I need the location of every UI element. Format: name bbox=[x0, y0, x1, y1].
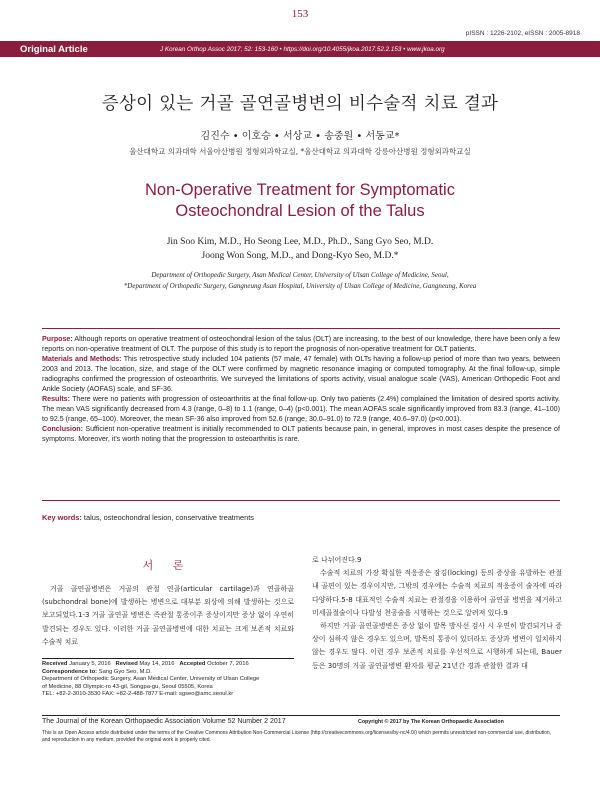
abstract-purpose bbox=[42, 334, 560, 354]
footer-journal: The Journal of the Korean Orthopaedic Association Volume 52 Number 2 2017 bbox=[42, 718, 286, 725]
english-title bbox=[0, 180, 600, 222]
conclusion-text: Sufficient non-operative treatment is initially recommended to OLT patients because pain, in general, improves in most cases despite the presence of symptoms. Moreover, it's worth noting that the progression to osteoarthritis is rare. bbox=[42, 425, 560, 443]
revised-date: May 14, 2016 bbox=[139, 661, 175, 667]
english-title-line1: Non-Operative Treatment for Symptomatic bbox=[145, 181, 455, 199]
footer-license: This is an Open Access article distributed under the terms of the Creative Commons Attribution Non-Commercial License (http://creativecommons.org/licenses/by-nc/4.0/) which permits unrestricted non-commercial use, distribution, and reproduction in any medium, provided the original work is properly cited. bbox=[42, 730, 552, 743]
english-authors-line1: Jin Soo Kim, M.D., Ho Seong Lee, M.D., Ph.D., Sang Gyo Seo, M.D. bbox=[166, 237, 434, 247]
body-left-column bbox=[42, 583, 294, 649]
results-text: There were no patients with progression of osteoarthritis at the final follow-up. Only two patients (2.4%) complained the limitation of desired sports activity. The mean VAS significantly decreased from 4.3 (range, 0–8) to 1.1 (range, 0–4) (p<0.001). The mean AOFAS scale significantly improved from 83.3 (range, 41–100) to 92.5 (range, 65–100). Moreover, the mean SF-36 also improved from 52.6 (range, 30.0–91.0) to 72.9 (range, 40.6–97.0) (p<0.001). bbox=[42, 395, 560, 423]
accepted-date: October 7, 2016 bbox=[207, 661, 249, 667]
keywords-label: Key words: bbox=[42, 513, 82, 522]
article-type-label: Original Article bbox=[20, 43, 88, 55]
correspondence-name: Sang Gyo Seo, M.D. bbox=[98, 668, 152, 675]
received-date: January 5, 2016 bbox=[69, 661, 111, 667]
abstract-results bbox=[42, 394, 560, 424]
body-paragraph: 수술적 치료의 가장 확실한 적응증은 잠김(locking) 등의 증상을 유발하는 관절 내 골편이 있는 경우이지만, 그밖의 경우에는 수술적 치료의 적응증이 술자에 따라 다양하다.5-8 대표적인 수술적 치료는 관절경을 이용하여 골연골 병변을 제거하고 미세골절술이나 다발성 천공술을 시행하는 것으로 알려져 있다.9 bbox=[312, 569, 562, 617]
accepted-label: Accepted bbox=[179, 661, 206, 667]
english-affiliation-line2: *Department of Orthopedic Surgery, Gangneung Asan Hospital, University of Ulsan College of Medicine, Gangneung, Korea bbox=[123, 282, 477, 290]
conclusion-label: Conclusion: bbox=[42, 425, 83, 433]
methods-text: This retrospective study included 104 patients (57 male, 47 female) with OLTs having a follow-up period of more than two years, between 2003 and 2013. The location, size, and stage of the OLT were confirmed by magnetic resonance imaging or computed tomography. At the final follow-up, simple radiographs confirmed the progression of osteoarthritis. We surveyed the limitations of sports activity, visual analogue scale (VAS), American Orthopedic Foot and Ankle Society (AOFAS) scale, and SF-36. bbox=[42, 355, 561, 393]
keywords-text: talus, osteochondral lesion, conservative treatments bbox=[83, 513, 254, 522]
purpose-label: Purpose: bbox=[42, 335, 73, 343]
correspondence-dept: Department of Orthopedic Surgery, Asan Medical Center, University of Ulsan College bbox=[42, 676, 260, 683]
korean-authors: 김진수 • 이호승 • 서상교 • 송중원 • 서동교* bbox=[200, 131, 400, 142]
abstract-methods bbox=[42, 354, 560, 394]
correspondence bbox=[42, 669, 294, 677]
body-paragraph: 거골 골연골병변은 거골의 관절 연골(articular cartilage)과 연골하골(subchondral bone)에 발생하는 병변으로 대부분 외상에 의해 발생하는 것으로 보고되었다.1-3 거골 골연골 병변은 족관절 통증이주 증상이지만 증상 없이 우연히 발견되는 경우도 있다. 이러한 거골 골연골병변에 대한 치료는 크게 보존적 치료와 수술적 치료 bbox=[42, 585, 294, 646]
section-heading-introduction: 서 론 bbox=[142, 559, 192, 572]
results-label: Results: bbox=[42, 395, 70, 403]
correspondence-address: of Medicine, 88 Olympic-ro 43-gil, Songpa-gu, Seoul 05505, Korea bbox=[42, 683, 213, 690]
body-paragraph-continuation: 로 나뉘어진다.9 bbox=[312, 556, 362, 564]
received-rule bbox=[42, 658, 294, 659]
methods-label: Materials and Methods: bbox=[42, 355, 122, 363]
body-right-column bbox=[312, 554, 562, 673]
abstract-block bbox=[42, 334, 560, 444]
correspondence-label: Correspondence to: bbox=[42, 668, 98, 675]
revised-label: Revised bbox=[115, 661, 138, 667]
body-paragraph: 하지만 거골 골연골병변은 증상 없이 발목 방사선 검사 시 우연히 발견되거나 증상이 심하지 않은 경우도 있으며, 발목의 통증이 있더라도 증상과 병변이 일치하지 않는 경우도 많다. 이런 경우 보존적 치료를 우선적으로 시행하게 되는데, Bauer 등은 30명의 거골 골연골병변 환자를 평균 21년간 경과 관찰한 결과 대 bbox=[312, 622, 562, 670]
journal-citation: J Korean Orthop Assoc 2017; 52: 153-160 • https://doi.org/10.4055/jkoa.2017.52.2.153 • www.jkoa.org bbox=[160, 45, 445, 53]
received-block bbox=[42, 661, 294, 699]
abstract-top-rule bbox=[42, 328, 560, 329]
abstract-conclusion bbox=[42, 424, 560, 444]
korean-affiliation: 울산대학교 의과대학 서울아산병원 정형외과학교실, *울산대학교 의과대학 강릉아산병원 정형외과학교실 bbox=[129, 147, 471, 156]
korean-title: 증상이 있는 거골 골연골병변의 비수술적 치료 결과 bbox=[101, 94, 499, 114]
english-affiliation bbox=[0, 270, 600, 292]
english-title-line2: Osteochondral Lesion of the Talus bbox=[175, 202, 425, 220]
english-authors bbox=[0, 235, 600, 263]
page-number: 153 bbox=[291, 8, 309, 20]
purpose-text: Although reports on operative treatment of osteochondral lesion of the talus (OLT) are increasing, to the best of our knowledge, there have been only a few reports on non-operative treatment of OLT. The purpose of this study is to report the prognosis of non-operative treatment for OLT patients. bbox=[42, 335, 560, 353]
footer-rule bbox=[42, 715, 560, 716]
english-affiliation-line1: Department of Orthopedic Surgery, Asan Medical Center, University of Ulsan College of Medicine, Seoul, bbox=[151, 271, 449, 279]
correspondence-contact: TEL: +82-2-3010-3530 FAX: +82-2-488-7877 E-mail: sgseo@amc.seoul.kr bbox=[42, 691, 234, 698]
issn-text: pISSN : 1226-2102, eISSN : 2005-8918 bbox=[465, 30, 580, 37]
footer-copyright: Copyright © 2017 by The Korean Orthopaedic Association bbox=[358, 719, 504, 725]
keywords bbox=[42, 513, 560, 522]
journal-header-bar bbox=[0, 41, 600, 57]
received-label: Received bbox=[42, 661, 68, 667]
english-authors-line2: Joong Won Song, M.D., and Dong-Kyo Seo, M.D.* bbox=[201, 251, 399, 261]
received-dates bbox=[42, 661, 294, 669]
abstract-bottom-rule bbox=[42, 500, 560, 501]
